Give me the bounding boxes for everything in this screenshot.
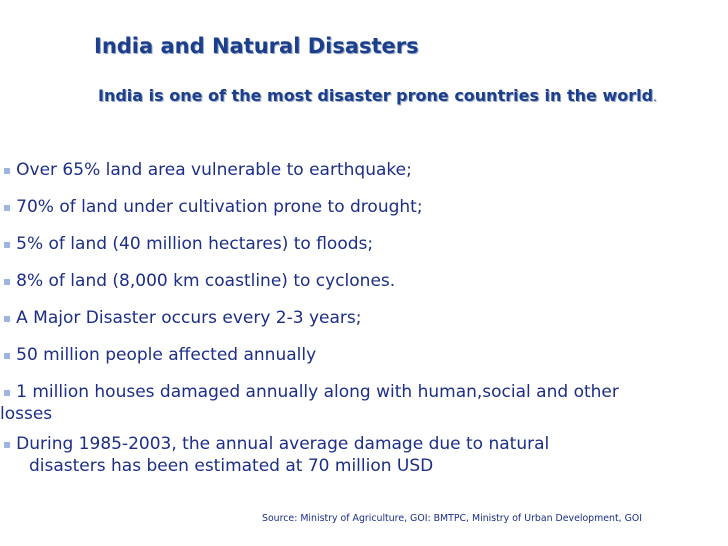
bullet-cyclones (0, 270, 728, 292)
source-citation: Source: Ministry of Agriculture, GOI: BMTPC, Ministry of Urban Development, GOI (262, 513, 643, 524)
bullet-major-disaster (0, 307, 728, 329)
bullet-annual-damage (0, 433, 728, 477)
bullet-continuation: disasters has been estimated at 70 million USD (29, 456, 434, 476)
bullet-continuation: losses (0, 404, 53, 424)
bullet-text: 5% of land (40 million hectares) to floods; (16, 234, 374, 254)
bullet-first-line (0, 381, 728, 403)
bullet-marker-icon: ▪ (3, 274, 12, 288)
bullet-marker-icon: ▪ (3, 437, 12, 451)
subtitle-period: . (653, 90, 657, 104)
bullet-text: 1 million houses damaged annually along with human,social and other (16, 382, 619, 402)
bullet-drought (0, 196, 728, 218)
bullet-earthquake (0, 159, 728, 181)
bullet-text: Over 65% land area vulnerable to earthquake; (16, 160, 412, 180)
slide-subtitle (98, 86, 657, 105)
slide-title: India and Natural Disasters (94, 34, 419, 58)
bullet-text: During 1985-2003, the annual average damage due to natural (16, 434, 550, 454)
bullet-text: 50 million people affected annually (16, 345, 317, 365)
bullet-floods (0, 233, 728, 255)
bullet-marker-icon: ▪ (3, 348, 12, 362)
bullet-marker-icon: ▪ (3, 163, 12, 177)
bullet-text: A Major Disaster occurs every 2-3 years; (16, 308, 362, 328)
bullet-text: 8% of land (8,000 km coastline) to cyclones. (16, 271, 396, 291)
bullet-marker-icon: ▪ (3, 311, 12, 325)
subtitle-text: India is one of the most disaster prone countries in the world (98, 86, 654, 105)
bullet-marker-icon: ▪ (3, 237, 12, 251)
bullet-marker-icon: ▪ (3, 200, 12, 214)
bullet-list (0, 159, 728, 492)
bullet-text: 70% of land under cultivation prone to drought; (16, 197, 423, 217)
bullet-marker-icon: ▪ (3, 385, 12, 399)
bullet-houses-damaged (0, 381, 728, 425)
bullet-people-affected (0, 344, 728, 366)
